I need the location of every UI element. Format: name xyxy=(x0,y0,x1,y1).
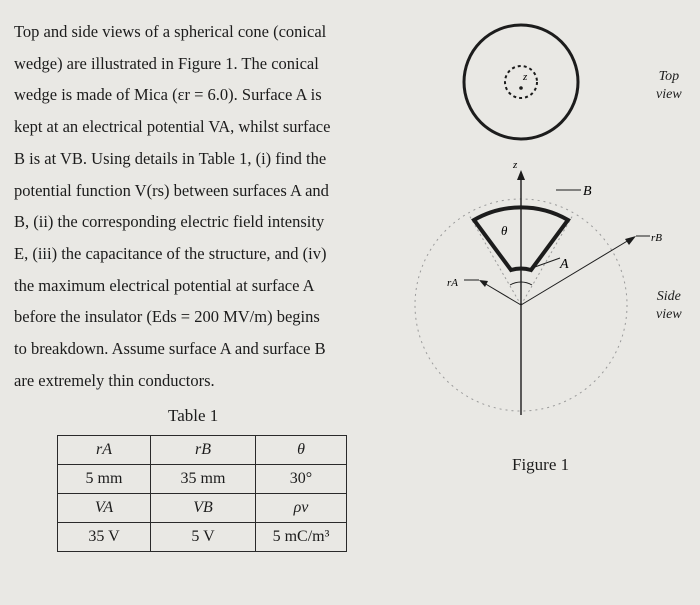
figure-1 xyxy=(400,0,700,450)
rA-arrowhead xyxy=(479,280,488,287)
table-cell: rA xyxy=(58,436,151,465)
side-view-z-label: z xyxy=(513,159,518,171)
top-view-axis-dot xyxy=(519,86,523,90)
problem-line-2: wedge) are illustrated in Figure 1. The conical xyxy=(14,53,319,73)
table-row xyxy=(58,523,347,552)
z-axis-arrowhead xyxy=(517,170,525,180)
problem-line-5: B is at VB. Using details in Table 1, (i) find the xyxy=(14,148,327,168)
table-cell: 35 V xyxy=(58,523,151,552)
problem-line-1: Top and side views of a spherical cone (conical xyxy=(14,22,327,41)
side-view-label xyxy=(656,288,682,324)
problem-line-8: E, (iii) the capacitance of the structure, and (iv) xyxy=(14,243,327,263)
problem-line-9: the maximum electrical potential at surface A xyxy=(14,275,315,295)
table-cell: ρv xyxy=(256,494,347,523)
table-caption: Table 1 xyxy=(168,406,219,425)
problem-line-6: potential function V(rs) between surfaces A and xyxy=(14,180,329,200)
rA-radius-line xyxy=(484,283,521,305)
table-cell: VA xyxy=(58,494,151,523)
top-view-inner-circle xyxy=(505,66,537,98)
top-view-label-line-1: Top xyxy=(658,69,680,84)
side-view-label-line-2: view xyxy=(656,307,682,322)
table-cell: 5 V xyxy=(151,523,256,552)
table-cell: rB xyxy=(151,436,256,465)
table-cell: 30° xyxy=(256,465,347,494)
problem-statement xyxy=(14,16,376,396)
side-view-dashed-edge-left xyxy=(469,215,521,305)
figure-caption: Figure 1 xyxy=(512,455,570,474)
table-row xyxy=(58,436,347,465)
top-view-label xyxy=(656,68,682,104)
top-view-label-line-2: view xyxy=(656,87,682,102)
table-cell: 35 mm xyxy=(151,465,256,494)
parameters-table xyxy=(57,435,347,552)
top-view-z-label: z xyxy=(523,71,528,83)
theta-label: θ xyxy=(501,223,508,238)
problem-line-3: wedge is made of Mica (εr = 6.0). Surface A is xyxy=(14,85,322,105)
table-cell: θ xyxy=(256,436,347,465)
problem-line-10: before the insulator (Eds = 200 MV/m) begins xyxy=(14,307,320,327)
table-row xyxy=(58,494,347,523)
problem-line-11: to breakdown. Assume surface A and surface B xyxy=(14,339,326,359)
problem-line-12: are extremely thin conductors. xyxy=(14,370,215,390)
table-cell: 5 mC/m³ xyxy=(256,523,347,552)
table-row xyxy=(58,465,347,494)
rB-radius-line xyxy=(521,240,629,305)
table-cell: VB xyxy=(151,494,256,523)
rB-arrowhead xyxy=(625,236,636,245)
problem-line-7: B, (ii) the corresponding electric field intensity xyxy=(14,212,325,232)
A-label: A xyxy=(560,257,569,272)
side-view-label-line-1: Side xyxy=(656,289,681,304)
rB-label: rB xyxy=(651,232,662,244)
B-label: B xyxy=(583,184,592,199)
table-cell: 5 mm xyxy=(58,465,151,494)
problem-line-4: kept at an electrical potential VA, whilst surface xyxy=(14,117,331,137)
top-view-outer-circle xyxy=(464,25,578,139)
rA-label: rA xyxy=(447,277,458,289)
